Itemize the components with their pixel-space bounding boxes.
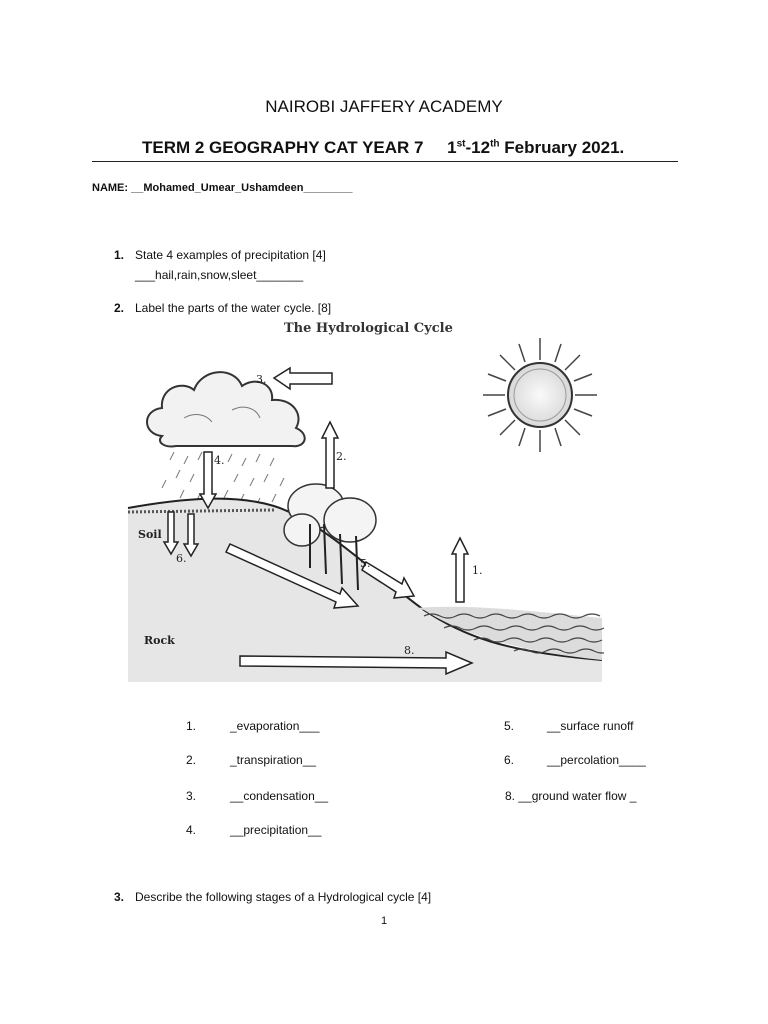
exam-title — [142, 138, 624, 158]
hydrological-cycle-diagram — [124, 318, 604, 682]
diagram-label-8: 8. — [404, 644, 415, 657]
label-3-answer: __condensation__ — [230, 789, 329, 803]
date-start-day: 1 — [447, 138, 457, 157]
question-2-text: Label the parts of the water cycle. [8] — [135, 301, 332, 315]
arrow-1-evaporation — [452, 538, 468, 602]
diagram-title: The Hydrological Cycle — [284, 321, 453, 336]
date-end-sup: th — [490, 138, 500, 150]
label-4-number: 4. — [186, 823, 197, 837]
arrow-3-condensation — [274, 368, 332, 389]
school-name: NAIROBI JAFFERY ACADEMY — [265, 97, 503, 116]
diagram-label-3: 3. — [256, 373, 267, 386]
header-rule — [92, 161, 678, 162]
label-2-number: 2. — [186, 753, 197, 767]
question-2-number: 2. — [114, 301, 125, 315]
grass-icon — [128, 510, 274, 512]
diagram-label-5: 5. — [360, 557, 371, 570]
label-5-answer: __surface runoff — [547, 719, 634, 733]
label-4-answer: __precipitation__ — [230, 823, 322, 837]
date-sep: -12 — [465, 138, 491, 157]
label-3-number: 3. — [186, 789, 197, 803]
date-start-sup: st — [456, 138, 466, 150]
diagram-label-1: 1. — [472, 564, 483, 577]
diagram-label-soil: Soil — [138, 528, 162, 541]
label-5-number: 5. — [504, 719, 515, 733]
diagram-label-6: 6. — [176, 552, 187, 565]
date-rest: February 2021. — [499, 138, 625, 157]
student-name-line: NAME: __Mohamed_Umear_Ushamdeen________ — [92, 182, 353, 194]
diagram-label-4: 4. — [214, 454, 225, 467]
label-2-answer: _transpiration__ — [230, 753, 317, 767]
label-6-answer: __percolation____ — [547, 753, 646, 767]
question-1-text: State 4 examples of precipitation [4] — [135, 248, 326, 262]
question-3-text: Describe the following stages of a Hydrological cycle [4] — [135, 890, 432, 904]
diagram-label-2: 2. — [336, 450, 347, 463]
page-number: 1 — [380, 915, 388, 927]
label-6-number: 6. — [504, 753, 515, 767]
label-8-answer: 8. __ground water flow _ — [505, 789, 637, 803]
question-1-number: 1. — [114, 248, 125, 262]
question-1-answer: ___hail,rain,snow,sleet_______ — [135, 268, 304, 282]
diagram-label-rock: Rock — [144, 634, 175, 647]
exam-title-text: TERM 2 GEOGRAPHY CAT YEAR 7 — [142, 138, 424, 157]
question-3-number: 3. — [114, 890, 125, 904]
sun-icon — [483, 338, 597, 452]
label-1-answer: _evaporation___ — [230, 719, 320, 733]
label-1-number: 1. — [186, 719, 197, 733]
